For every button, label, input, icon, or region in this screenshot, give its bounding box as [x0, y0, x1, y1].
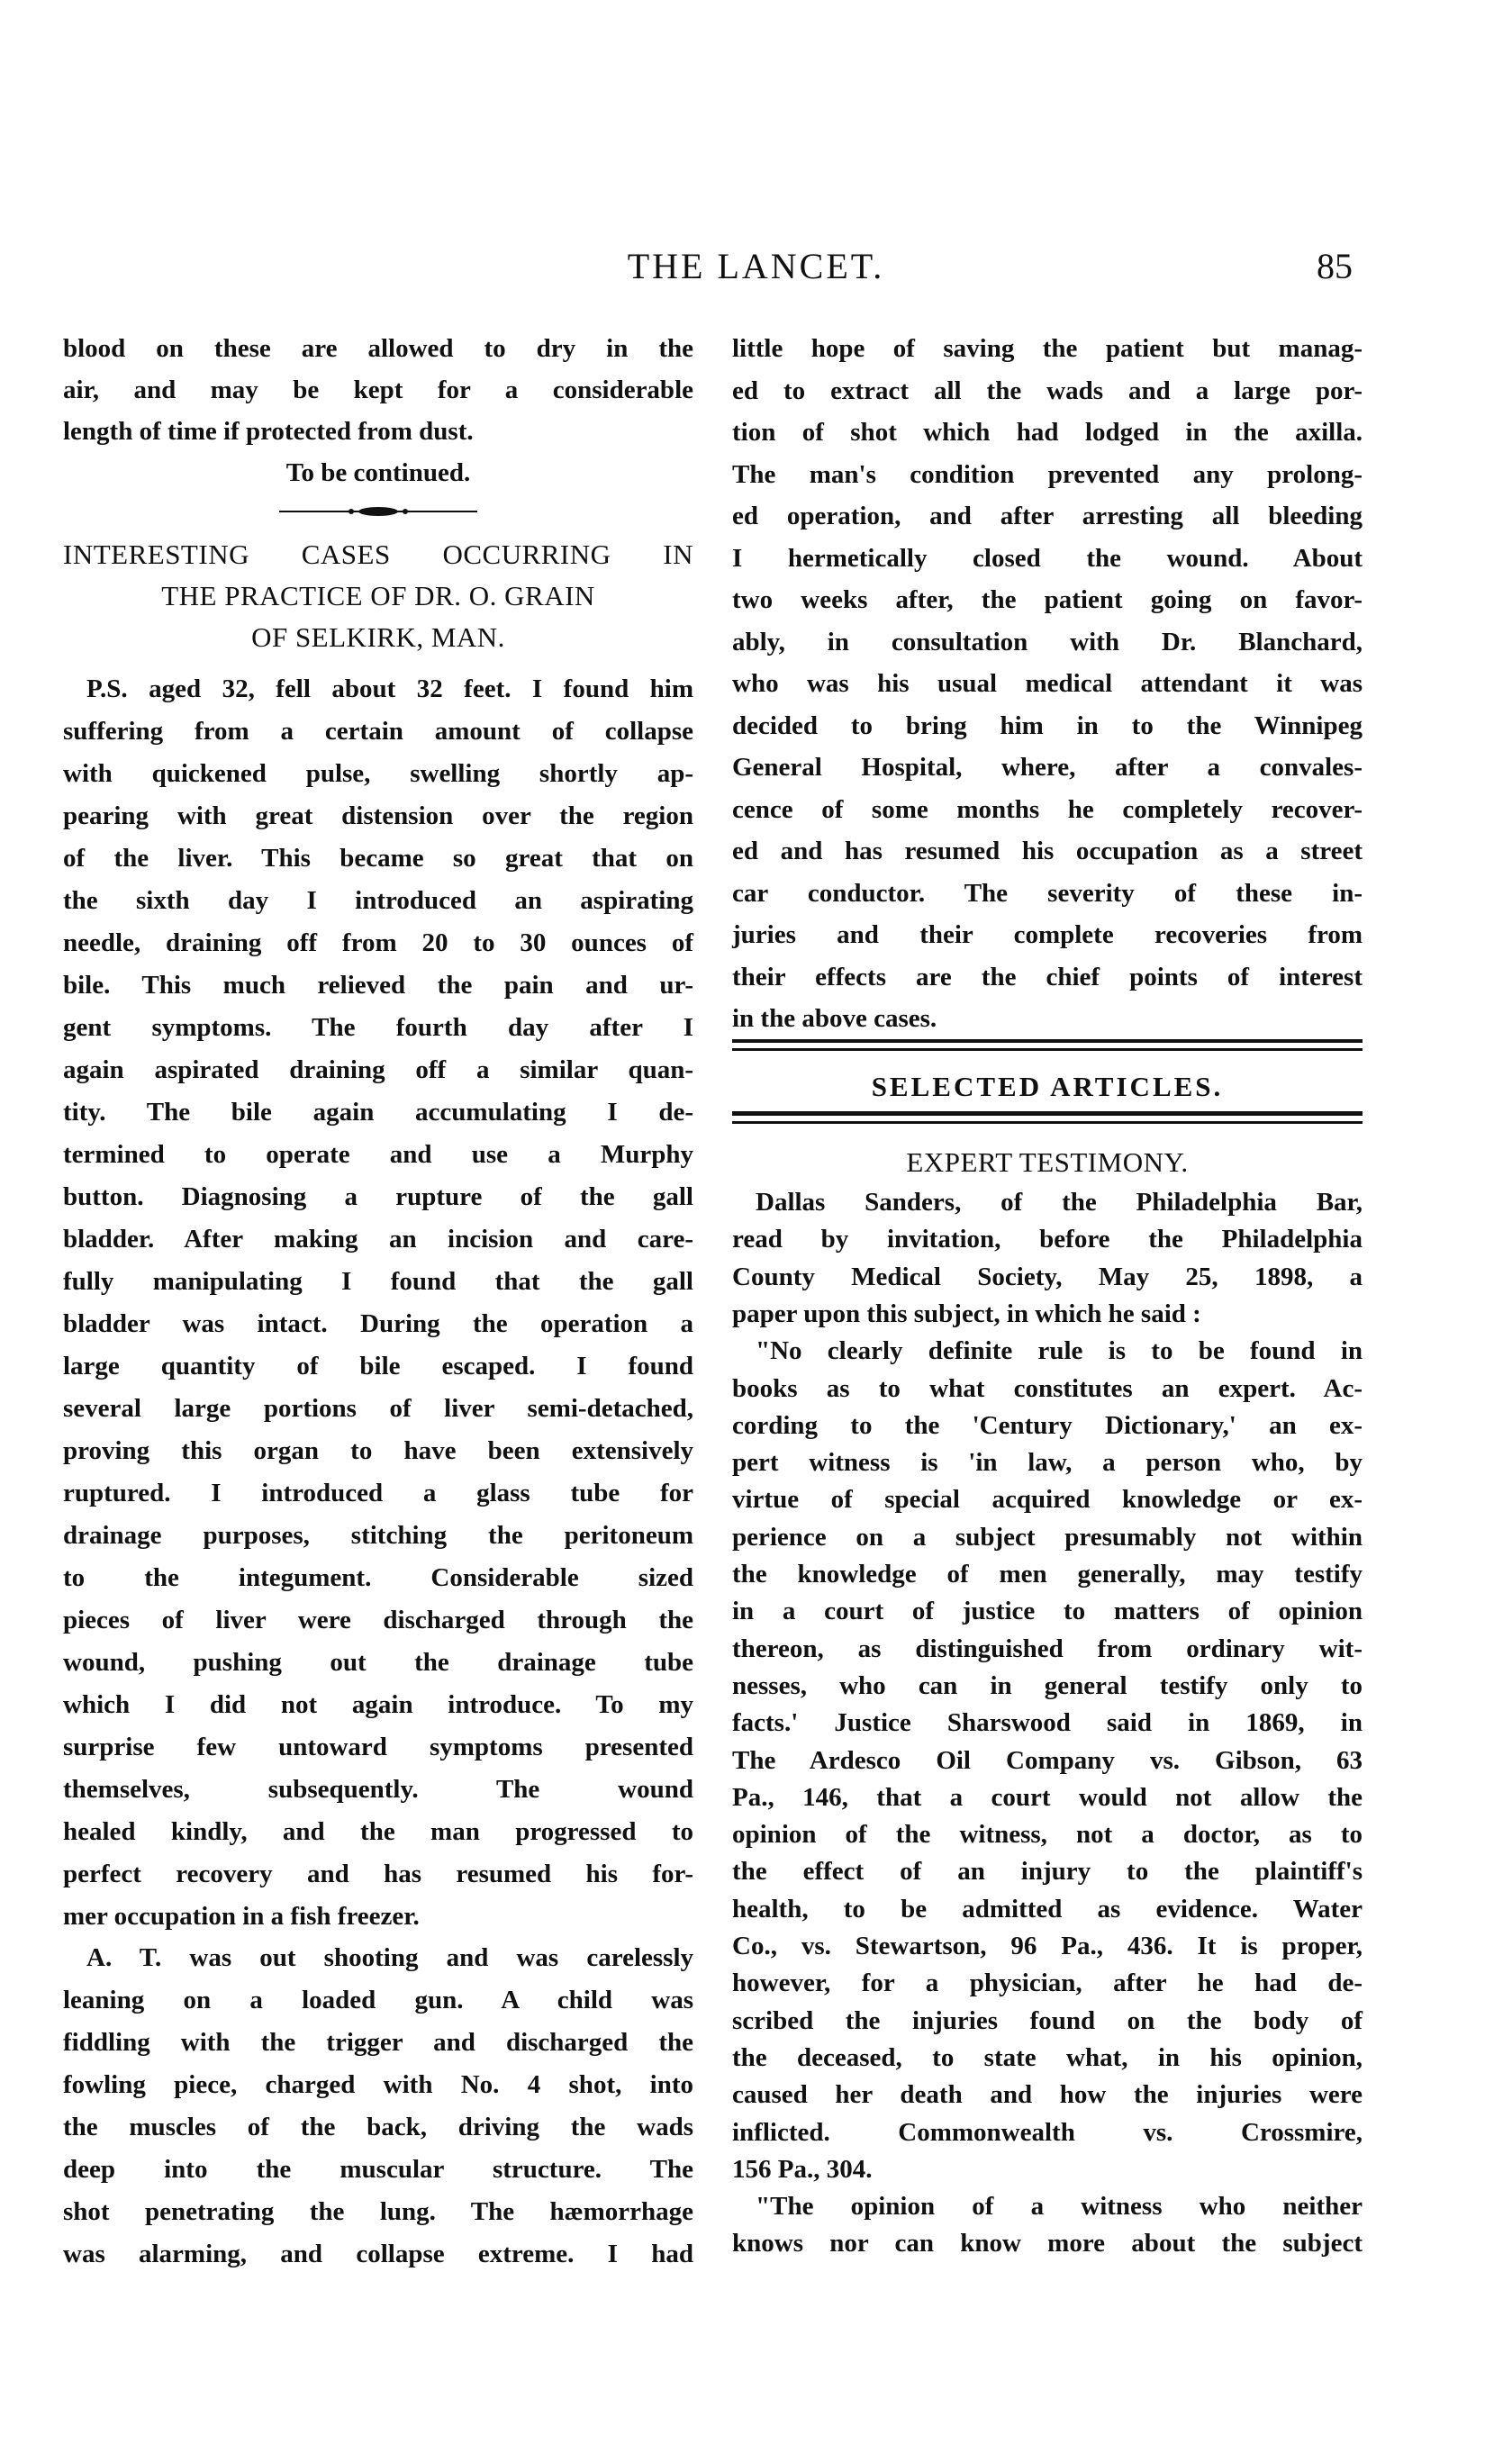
text-line: knows nor can know more about the subject	[732, 2229, 1363, 2258]
text-line: Dallas Sanders, of the Philadelphia Bar,	[756, 1188, 1363, 1217]
text-line: read by invitation, before the Philadelphia	[732, 1225, 1363, 1254]
text-line: was alarming, and collapse extreme. I had	[63, 2240, 693, 2268]
text-line: nesses, who can in general testify only to	[732, 1670, 1363, 1700]
text-line: car conductor. The severity of these in-	[732, 878, 1363, 908]
text-line: leaning on a loaded gun. A child was	[63, 1986, 693, 2014]
text-line: gent symptoms. The fourth day after I	[63, 1013, 693, 1042]
text-line: scribed the injuries found on the body of	[732, 2005, 1363, 2035]
text-line: in the above cases.	[732, 1004, 937, 1033]
text-line: large quantity of bile escaped. I found	[63, 1352, 693, 1380]
running-title: THE LANCET.	[627, 246, 885, 286]
text-line: ed and has resumed his occupation as a street	[732, 837, 1363, 865]
text-line: "No clearly definite rule is to be found in	[756, 1336, 1363, 1366]
double-rule	[732, 1121, 1363, 1124]
text-line: The man's condition prevented any prolong-	[732, 459, 1363, 489]
text-line: mer occupation in a fish freezer.	[63, 1902, 420, 1931]
to-be-continued: To be continued.	[285, 458, 471, 487]
text-line: ed to extract all the wads and a large por-	[732, 376, 1363, 405]
text-line: button. Diagnosing a rupture of the gall	[63, 1182, 693, 1211]
text-line: who was his usual medical attendant it was	[732, 669, 1363, 698]
text-line: healed kindly, and the man progressed to	[63, 1817, 693, 1846]
text-line: two weeks after, the patient going on favor-	[732, 585, 1363, 614]
double-rule	[732, 1039, 1363, 1043]
right-column	[732, 0, 1363, 2453]
article-heading: THE PRACTICE OF DR. O. GRAIN	[161, 580, 595, 611]
text-line: ruptured. I introduced a glass tube for	[63, 1479, 693, 1507]
text-line: cording to the 'Century Dictionary,' an ex-	[732, 1410, 1363, 1440]
text-line: fiddling with the trigger and discharged the	[63, 2028, 693, 2057]
text-line: caused her death and how the injuries were	[732, 2080, 1363, 2110]
text-line: which I did not again introduce. To my	[63, 1690, 693, 1719]
text-line: little hope of saving the patient but manag-	[732, 334, 1363, 363]
double-rule	[732, 1048, 1363, 1051]
text-line: air, and may be kept for a considerable	[63, 376, 693, 404]
left-column	[63, 0, 693, 2453]
text-line: deep into the muscular structure. The	[63, 2155, 693, 2184]
text-line: fully manipulating I found that the gall	[63, 1267, 693, 1296]
text-line: Pa., 146, that a court would not allow the	[732, 1782, 1363, 1812]
text-line: tion of shot which had lodged in the axilla.	[732, 418, 1363, 447]
text-line: to the integument. Considerable sized	[63, 1563, 693, 1592]
text-line: termined to operate and use a Murphy	[63, 1140, 693, 1169]
text-line: bladder. After making an incision and care-	[63, 1225, 693, 1254]
text-line: of the liver. This became so great that on	[63, 844, 693, 873]
text-line: several large portions of liver semi-detached,	[63, 1394, 693, 1423]
ornament-divider	[279, 505, 477, 518]
text-line: virtue of special acquired knowledge or ex-	[732, 1485, 1363, 1515]
text-line: bladder was intact. During the operation a	[63, 1309, 693, 1338]
text-line: length of time if protected from dust.	[63, 417, 474, 446]
text-line: wound, pushing out the drainage tube	[63, 1648, 693, 1677]
text-line: ably, in consultation with Dr. Blanchard,	[732, 627, 1363, 656]
text-line: opinion of the witness, not a doctor, as to	[732, 1820, 1363, 1850]
text-line: blood on these are allowed to dry in the	[63, 334, 693, 363]
text-line: the muscles of the back, driving the wads	[63, 2113, 693, 2141]
text-line: however, for a physician, after he had de-	[732, 1969, 1363, 1998]
text-line: proving this organ to have been extensively	[63, 1436, 693, 1465]
text-line: ed operation, and after arresting all bleeding	[732, 502, 1363, 530]
text-line: their effects are the chief points of interest	[732, 962, 1363, 991]
text-line: juries and their complete recoveries from	[732, 920, 1363, 949]
text-line: health, to be admitted as evidence. Water	[732, 1894, 1363, 1923]
text-line: books as to what constitutes an expert. Ac-	[732, 1373, 1363, 1403]
text-line: decided to bring him in to the Winnipeg	[732, 711, 1363, 740]
article-title: EXPERT TESTIMONY.	[906, 1146, 1189, 1178]
text-line: in a court of justice to matters of opinion	[732, 1597, 1363, 1626]
text-line: I hermetically closed the wound. About	[732, 543, 1363, 573]
text-line: County Medical Society, May 25, 1898, a	[732, 1262, 1363, 1291]
text-line: The Ardesco Oil Company vs. Gibson, 63	[732, 1745, 1363, 1775]
text-line: pearing with great distension over the region	[63, 801, 693, 830]
text-line: inflicted. Commonwealth vs. Crossmire,	[732, 2117, 1363, 2147]
text-line: the deceased, to state what, in his opinion,	[732, 2042, 1363, 2072]
text-line: fowling piece, charged with No. 4 shot, into	[63, 2070, 693, 2099]
text-line: 156 Pa., 304.	[732, 2154, 873, 2184]
text-line: perience on a subject presumably not within	[732, 1522, 1363, 1552]
text-line: "The opinion of a witness who neither	[756, 2192, 1363, 2222]
article-heading: INTERESTING CASES OCCURRING IN	[63, 539, 693, 570]
text-line: themselves, subsequently. The wound	[63, 1775, 693, 1804]
text-line: suffering from a certain amount of collapse	[63, 717, 693, 746]
section-title: SELECTED ARTICLES.	[871, 1071, 1224, 1102]
text-line: cence of some months he completely recover-	[732, 794, 1363, 824]
text-line: shot penetrating the lung. The hæmorrhage	[63, 2197, 693, 2226]
text-line: A. T. was out shooting and was carelessly	[86, 1943, 693, 1972]
text-line: with quickened pulse, swelling shortly ap-	[63, 759, 693, 788]
page-number: 85	[1317, 246, 1353, 286]
text-line: perfect recovery and has resumed his for-	[63, 1860, 693, 1888]
text-line: drainage purposes, stitching the peritoneum	[63, 1521, 693, 1550]
text-line: the effect of an injury to the plaintiff's	[732, 1857, 1363, 1887]
text-line: the knowledge of men generally, may testify	[732, 1560, 1363, 1589]
text-line: the sixth day I introduced an aspirating	[63, 886, 693, 915]
text-line: thereon, as distinguished from ordinary wit-	[732, 1634, 1363, 1663]
text-line: Co., vs. Stewartson, 96 Pa., 436. It is proper,	[732, 1932, 1363, 1960]
text-line: tity. The bile again accumulating I de-	[63, 1098, 693, 1127]
text-line: pieces of liver were discharged through the	[63, 1606, 693, 1634]
text-line: surprise few untoward symptoms presented	[63, 1733, 693, 1761]
text-line: paper upon this subject, in which he said :	[732, 1299, 1201, 1328]
text-line: P.S. aged 32, fell about 32 feet. I found him	[86, 674, 693, 703]
double-rule	[732, 1111, 1363, 1116]
text-line: again aspirated draining off a similar quan-	[63, 1055, 693, 1084]
text-line: pert witness is 'in law, a person who, by	[732, 1448, 1363, 1478]
text-line: facts.' Justice Sharswood said in 1869, in	[732, 1708, 1363, 1738]
text-line: bile. This much relieved the pain and ur-	[63, 971, 693, 1000]
text-line: needle, draining off from 20 to 30 ounces of	[63, 928, 693, 957]
article-heading: OF SELKIRK, MAN.	[251, 621, 505, 653]
text-line: General Hospital, where, after a convales-	[732, 753, 1363, 782]
